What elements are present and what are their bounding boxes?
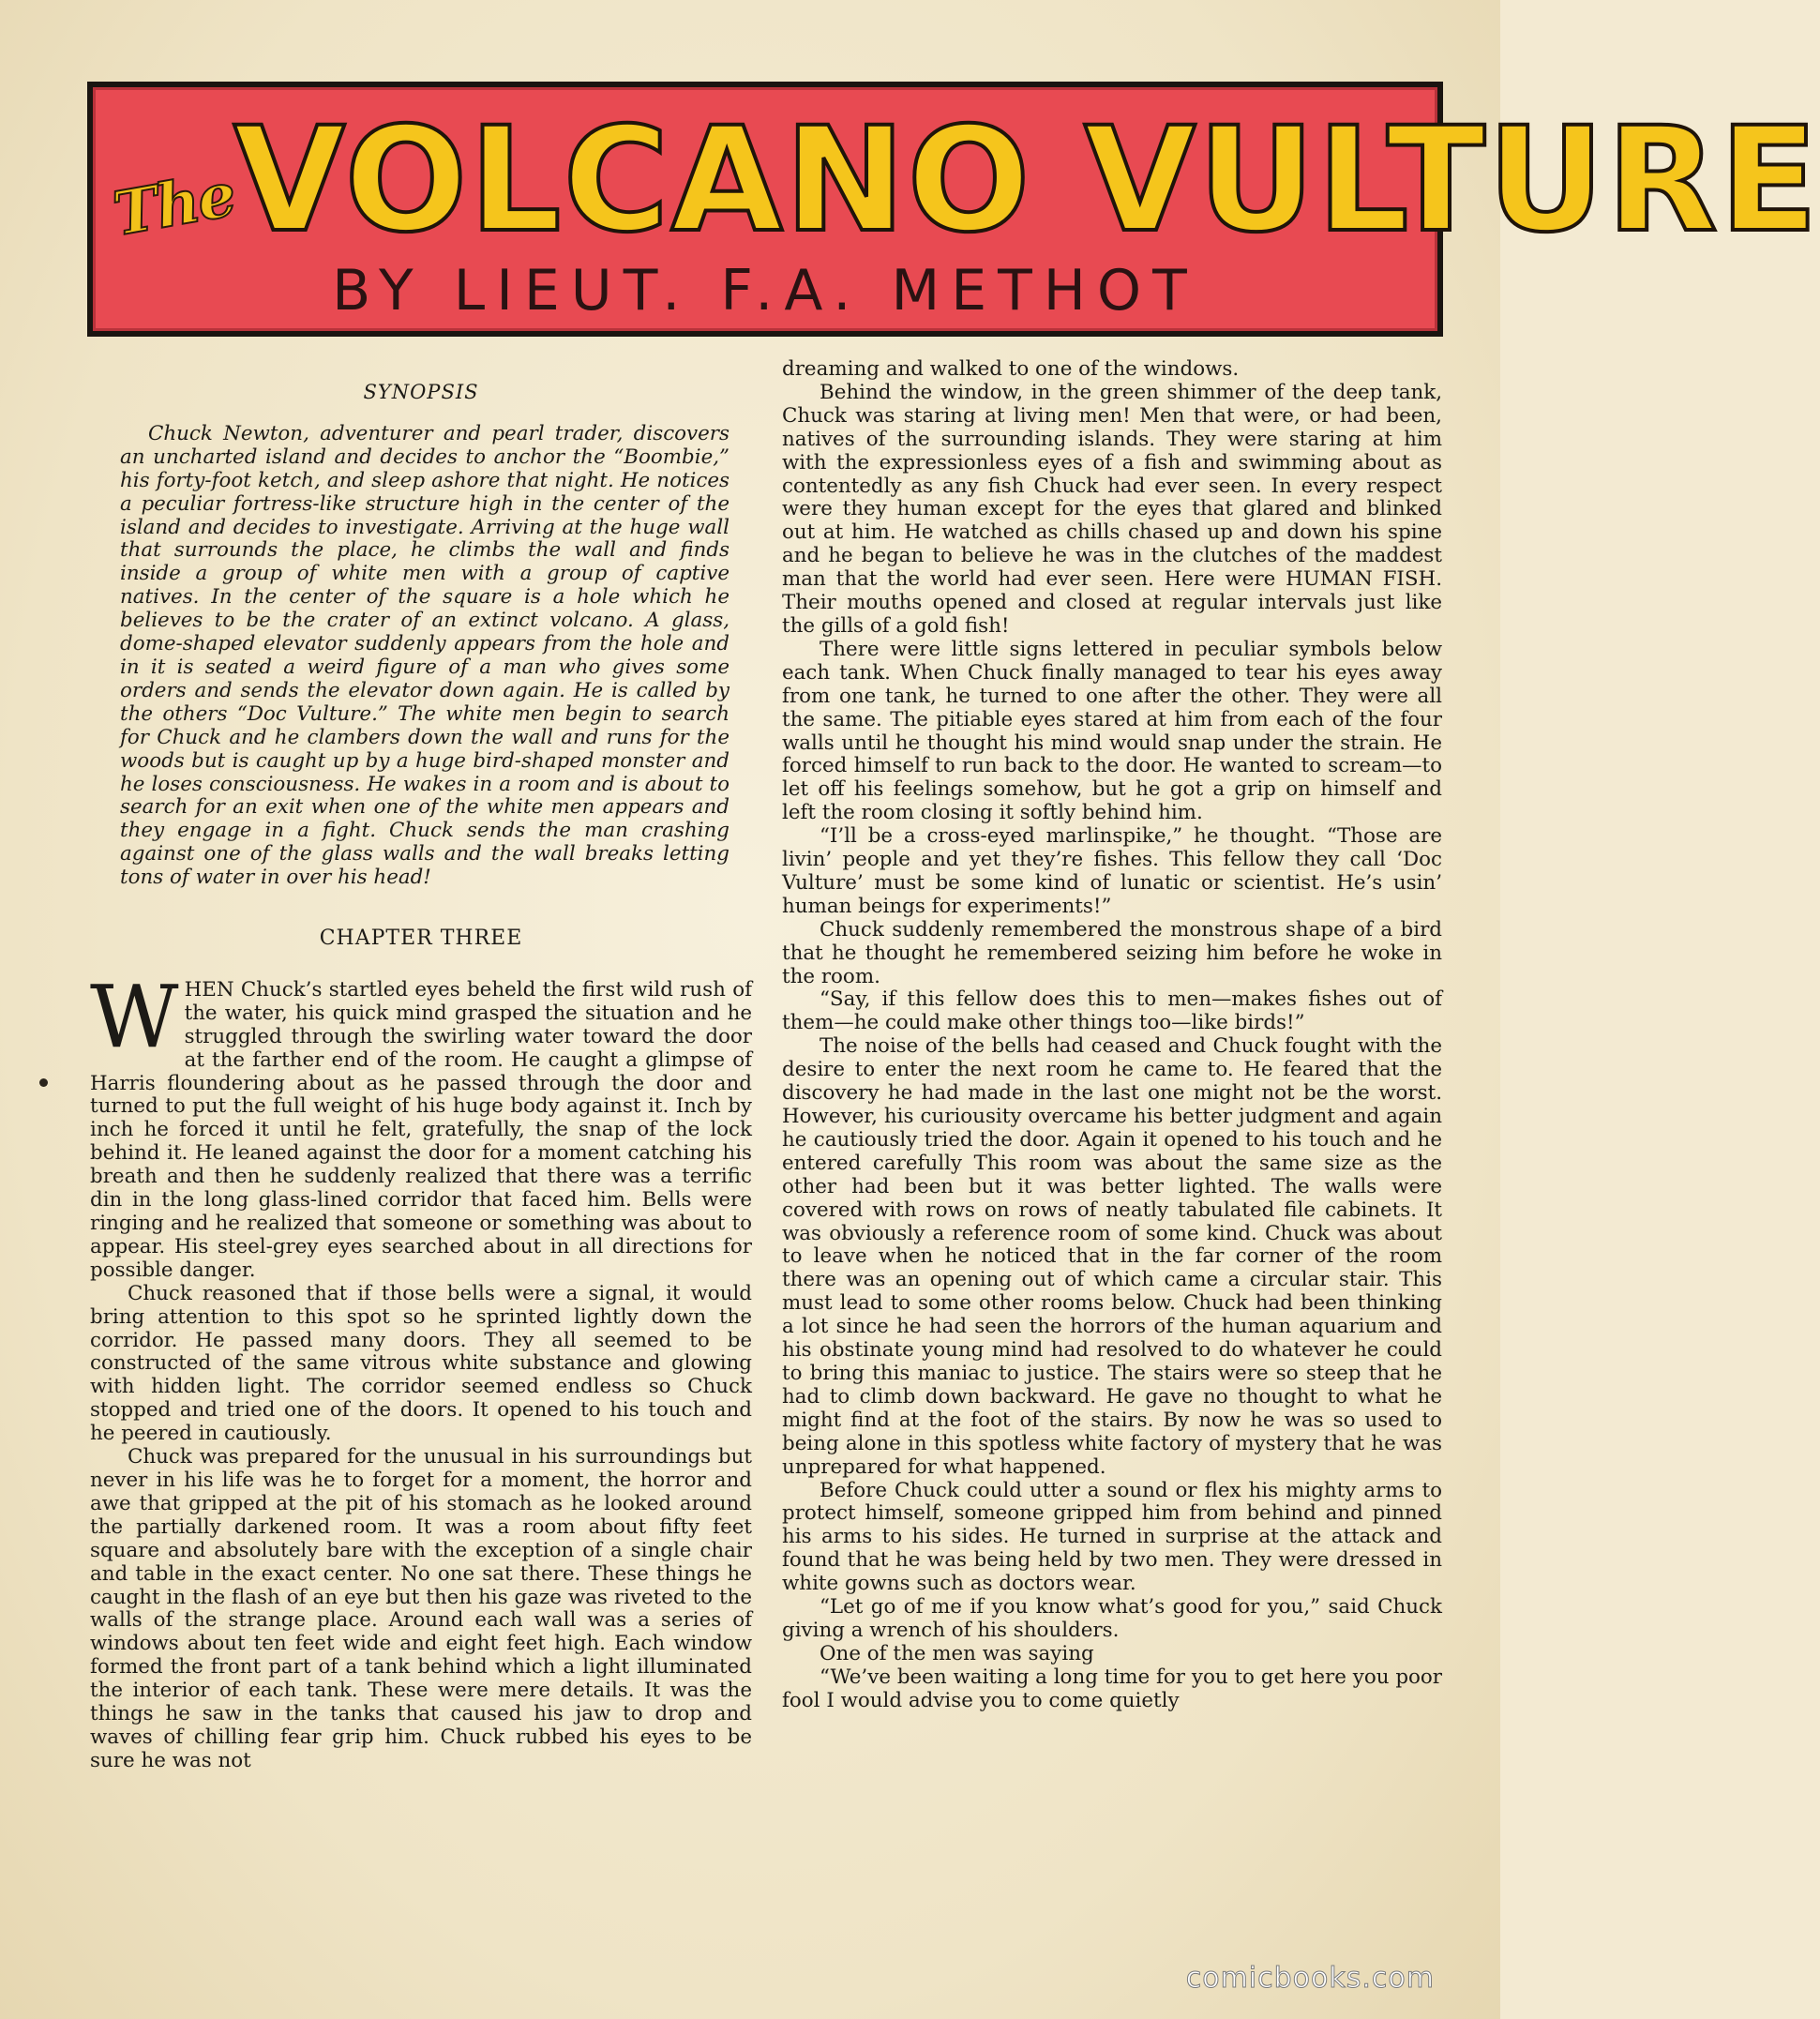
author-byline: BY LIEUT. F.A. METHOT — [332, 258, 1198, 324]
chapter-paragraph: The noise of the bells had ceased and Chuck fought with the desire to enter the next room he came to. He feared that the discovery he had made in the last one might not be the worst. However, his curiousity overcame his better judgment and again he cautiously tried the door. Again it opened to his touch and he entered carefully This room was about the same size as the other had been but it was better lighted. The walls were covered with rows on rows of neatly tabulated file cabinets. It was obviously a reference room of some kind. Chuck was about to leave when he noticed that in the far corner of the room there was an opening out of which came a circular stair. This must lead to some other rooms below. Chuck had been thinking a lot since he had seen the horrors of the human aquarium and his obstinate young mind had resolved to do whatever he could to bring this maniac to justice. The stairs were so steep that he had to climb down backward. He gave no thought to what he might find at the foot of the stairs. By now he was so used to being alone in this spotless white factory of mystery that he was unprepared for what happened. — [782, 1034, 1442, 1479]
chapter-paragraph: “Say, if this fellow does this to men—makes fishes out of them—he could make other things too—like birds!” — [782, 987, 1442, 1035]
right-column — [782, 358, 1442, 1713]
synopsis-text: Chuck Newton, adventurer and pearl trader, discovers an uncharted island and decides to anchor the “Boombie,” his forty-foot ketch, and sleep ashore that night. He notices a peculiar fortress-like structure high in the center of the island and decides to investigate. Arriving at the huge wall that surrounds the place, he climbs the wall and finds inside a group of white men with a group of captive natives. In the center of the square is a hole which he believes to be the crater of an extinct volcano. A glass, dome-shaped elevator suddenly appears from the hole and in it is seated a weird figure of a man who gives some orders and sends the elevator down again. He is called by the others “Doc Vulture.” The white men begin to search for Chuck and he clambers down the wall and runs for the woods but is caught up by a huge bird-shaped monster and he loses consciousness. He wakes in a room and is about to search for an exit when one of the white men appears and they engage in a fight. Chuck sends the man crashing against one of the glass walls and the wall breaks letting tons of water in over his head! — [120, 421, 730, 890]
site-watermark: comicbooks.com — [1185, 1962, 1435, 1995]
chapter-paragraph: There were little signs lettered in peculiar symbols below each tank. When Chuck finally managed to tear his eyes away from one tank, he turned to one after the other. They were all the same. The pitiable eyes stared at him from each of the four walls until he thought his mind would snap under the strain. He forced himself to run back to the door. He wanted to scream—to let off his feelings somehow, but he got a grip on himself and left the room closing it softly behind him. — [782, 637, 1442, 825]
drop-cap: W — [90, 966, 179, 1067]
chapter-heading: CHAPTER THREE — [319, 927, 523, 951]
chapter-paragraph: “I’ll be a cross-eyed marlinspike,” he thought. “Those are livin’ people and yet they’re fishes. This fellow they call ‘Doc Vulture’ must be some kind of lunatic or scientist. He’s usin’ human beings for experiments!” — [782, 824, 1442, 918]
chapter-paragraph: One of the men was saying — [820, 1641, 1094, 1665]
left-column — [90, 353, 752, 1773]
story-title: VOLCANO VULTURE — [233, 97, 1820, 264]
title-banner — [87, 82, 1820, 337]
paragraph-text: HEN Chuck’s startled eyes beheld the first wild rush of the water, his quick mind grasped the situation and he struggled through the swirling water toward the door at the farther end of the room. He caught a glimpse of Harris floundering about as he passed through the door and turned to put the full weight of his huge body against it. Inch by inch he forced it until he felt, gratefully, the snap of the lock behind it. He leaned against the door for a moment catching his breath and then he suddenly realized that there was a terrific din in the long glass-lined corridor that faced him. Bells were ringing and he realized that someone or something was about to appear. His steel-grey eyes searched about in all directions for possible danger. — [90, 977, 752, 1282]
page-speck — [39, 1078, 48, 1087]
chapter-paragraph: Chuck was prepared for the unusual in his surroundings but never in his life was he to forget for a moment, the horror and awe that gripped at the pit of his stomach as he looked around the partially darkened room. It was a room about fifty feet square and absolutely bare with the exception of a single chair and table in the exact center. No one sat there. These things he caught in the flash of an eye but then his gaze was riveted to the walls of the strange place. Around each wall was a series of windows about ten feet wide and eight feet high. Each window formed the front part of a tank behind which a light illuminated the interior of each tank. These were mere details. It was the things he saw in the tanks that caused his jaw to drop and waves of chilling fear grip him. Chuck rubbed his eyes to be sure he was not — [90, 1445, 752, 1772]
chapter-paragraph: Behind the window, in the green shimmer of the deep tank, Chuck was staring at living men! Men that were, or had been, natives of the surrounding islands. They were staring at him with the expressionless eyes of a fish and swimming about as contentedly as any fish Chuck had ever seen. In every respect were they human except for the eyes that glared and blinked out at him. He watched as chills chased up and down his spine and he began to believe he was in the clutches of the maddest man that the world had ever seen. Here were HUMAN FISH. Their mouths opened and closed at regular intervals just like the gills of a gold fish! — [782, 380, 1442, 638]
chapter-paragraph: Chuck suddenly remembered the monstrous shape of a bird that he thought he remembered seizing him before he woke in the room. — [782, 917, 1442, 988]
title-article: The — [108, 159, 240, 250]
chapter-paragraph: Before Chuck could utter a sound or flex his mighty arms to protect himself, someone gripped him from behind and pinned his arms to his sides. He turned in surprise at the attack and found that he was being held by two men. They were dressed in white gowns such as doctors wear. — [782, 1478, 1442, 1596]
chapter-paragraph — [90, 966, 752, 1283]
chapter-paragraph: dreaming and walked to one of the windows. — [782, 357, 1240, 381]
synopsis-heading: SYNOPSIS — [363, 381, 479, 403]
chapter-paragraph: Chuck reasoned that if those bells were a signal, it would bring attention to this spot so he sprinted lightly down the corridor. He passed many doors. They all seemed to be constructed of the same vitrous white substance and glowing with hidden light. The corridor seemed endless so Chuck stopped and tried one of the doors. It opened to his touch and he peered in cautiously. — [90, 1281, 752, 1446]
chapter-paragraph: “We’ve been waiting a long time for you to get here you poor fool I would advise you to come quietly — [782, 1665, 1442, 1712]
chapter-paragraph: “Let go of me if you know what’s good for you,” said Chuck giving a wrench of his shoulders. — [782, 1595, 1442, 1642]
